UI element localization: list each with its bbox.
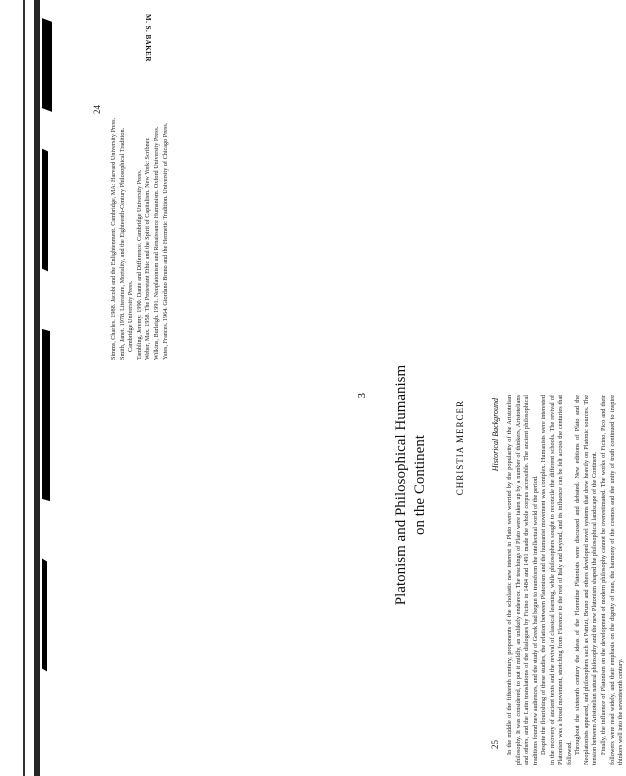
reference-entry: Wilkins, Burleigh. 1991. Neoplatonism and Renaissance Humanism. Oxford University Press.	[152, 126, 160, 360]
body-paragraph: Throughout the sixteenth century the ideas of the Florentine Platonists were discussed and debated. New editions of Plato and the Neoplatonists appeared, and philosophers such as Patrizi, Bruno and others developed novel systems that drew heavily on Platonic sources. The tension between Aristotelian natural philosophy and the new Platonism shaped the philosophical landscape of the Continent.	[574, 395, 599, 765]
reference-entry: Simms, Charles. 1988. Jacobi and the Enlightenment. Cambridge, MA: Harvard University Press.	[110, 117, 117, 360]
scan-edge-artifact	[42, 329, 50, 501]
body-paragraph: Finally, the influence of Platonism on the development of modern philosophy cannot be overestimated. The works of Ficino, Pico and their followers were read widely, and their emphasis on the dignity of man, the harmony of the cosmos and the unity of truth continued to inspire thinkers well into the seventeenth century.	[600, 395, 625, 765]
section-heading: Historical Background	[491, 398, 500, 472]
chapter-title	[392, 335, 430, 635]
chapter-author: CHRISTIA MERCER	[455, 400, 465, 496]
page-number: 24	[92, 105, 102, 114]
scan-edge-artifact	[34, 0, 40, 776]
reference-entry: Yates, Frances. 1964. Giordano Bruno and the Hermetic Tradition. University of Chicago Press.	[161, 122, 169, 360]
chapter-title-line: Platonism and Philosophical Humanism	[393, 364, 409, 606]
scan-edge-artifact	[42, 149, 48, 272]
body-text-column	[506, 395, 625, 765]
scan-edge-artifact	[42, 18, 52, 112]
reference-list	[110, 115, 260, 360]
running-head: M. S. BAKER	[144, 14, 152, 62]
reference-entry: Smith, Janet. 1978. Literature, Mortality, and the Eighteenth-Century Philosophical Tradition. Cambridge University Press.	[118, 127, 135, 360]
body-paragraph: Despite the flourishing of these studies, the relation between Platonism and the humanist movement was complex. Humanists were interested in the recovery of ancient texts and the revival of classical learning, while philosophers sought to reconcile the different schools. The revival of Platonism was a broad movement, stretching from Florence to the rest of Italy and beyond, and its influence can be felt across the centuries that followed.	[540, 395, 573, 765]
page-number: 25	[490, 740, 500, 749]
scan-edge-artifact	[42, 559, 47, 672]
scan-edge-artifact	[23, 0, 25, 776]
chapter-number: 3	[356, 393, 368, 399]
chapter-title-line: on the Continent	[412, 435, 428, 535]
reference-entry: Tambling, Jeremy. 1990. Dante and Difference. Cambridge University Press.	[135, 169, 143, 360]
body-paragraph: In the middle of the fifteenth century, proponents of the scholastic new interest in Plato were worried by the popularity of the Aristotelian philosophy. It was considered, to put it mildly, an unlikely endeavor. The teachings of Plato were taken up by a number of thinkers, Aristotelians and others, and the Latin translations of the dialogues by Ficino in 1484 and 1491 made the whole corpus accessible. The ancient philosophical traditions found new audiences, and the study of Greek had begun to transform the intellectual world of the period.	[506, 395, 539, 765]
reference-entry: Weber, Max. 1958. The Protestant Ethic and the Spirit of Capitalism. New York: Scribner.	[144, 137, 152, 360]
